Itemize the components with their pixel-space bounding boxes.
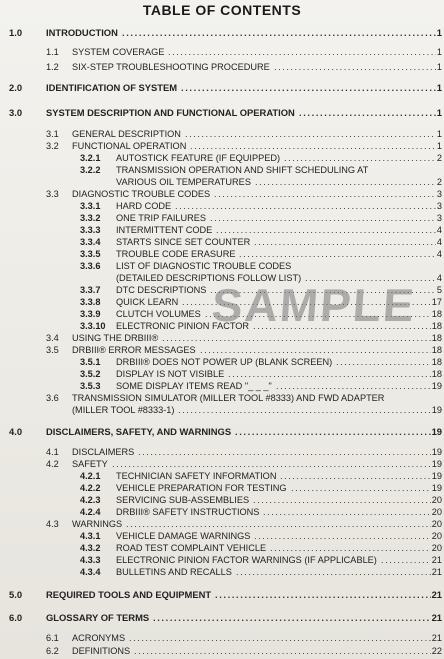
toc-entry-title: SYSTEM COVERAGE — [72, 47, 165, 57]
leader-dots — [299, 106, 436, 119]
toc-entry-title: ROAD TEST COMPLAINT VEHICLE — [116, 543, 267, 553]
toc-entry-page: 2 — [436, 177, 442, 187]
toc-entry-number: 6.2 — [46, 646, 59, 656]
toc-entry-page: 1 — [436, 107, 442, 118]
toc-entry — [0, 566, 444, 579]
leader-dots — [134, 645, 431, 658]
toc-entry-title: ELECTRONIC PINION FACTOR WARNINGS (IF APPLICABLE) — [116, 555, 377, 565]
toc-entry-page: 19 — [431, 483, 442, 493]
toc-entry-number: 4.3 — [46, 519, 59, 529]
leader-dots — [153, 611, 431, 624]
toc-entry-page: 18 — [431, 369, 442, 379]
toc-entry-page: 2 — [436, 153, 442, 163]
toc-entry-page: 19 — [431, 381, 442, 391]
toc-entry-title: TRANSMISSION OPERATION AND SHIFT SCHEDULING AT — [116, 165, 369, 175]
toc-entry-title: AUTOSTICK FEATURE (IF EQUIPPED) — [116, 153, 281, 163]
toc-entry-title: TRANSMISSION SIMULATOR (MILLER TOOL #8333) AND FWD ADAPTER — [72, 393, 385, 403]
toc-entry-page: 18 — [431, 357, 442, 367]
toc-entry-number: 3.3.8 — [80, 297, 101, 307]
toc-entry-title: INTERMITTENT CODE — [116, 225, 213, 235]
toc-entry-page: 18 — [431, 321, 442, 331]
toc-entry-number: 3.3.7 — [80, 285, 101, 295]
toc-entry-page: 20 — [431, 507, 442, 517]
toc-entry-title: LIST OF DIAGNOSTIC TROUBLE CODES — [116, 261, 292, 271]
toc-entry-title: DISCLAIMERS, SAFETY, AND WARNINGS — [46, 426, 232, 437]
leader-dots — [235, 425, 431, 438]
toc-entry — [0, 645, 444, 658]
toc-entry-number: 5.0 — [9, 589, 23, 600]
leader-dots — [168, 46, 436, 59]
toc-entry-number: 1.1 — [46, 47, 59, 57]
toc-entry-title: (MILLER TOOL #8333-1) — [72, 405, 175, 415]
toc-entry-number: 3.3.1 — [80, 201, 101, 211]
toc-entry-title: STARTS SINCE SET COUNTER — [116, 237, 251, 247]
toc-entry — [0, 106, 444, 119]
toc-entry-title: HARD CODE — [116, 201, 172, 211]
toc-entry-page: 3 — [436, 201, 442, 211]
toc-entry-title: INTRODUCTION — [46, 27, 118, 38]
toc-entry-page: 18 — [431, 345, 442, 355]
toc-entry-number: 4.3.4 — [80, 567, 101, 577]
toc-entry-page: 21 — [431, 589, 442, 600]
leader-dots — [178, 404, 431, 417]
toc-entry-number: 4.3.3 — [80, 555, 101, 565]
toc-entry-number: 4.2.3 — [80, 495, 101, 505]
toc-entry-page: 4 — [436, 225, 442, 235]
toc-entry-number: 4.2 — [46, 459, 59, 469]
toc-entry-title: TROUBLE CODE ERASURE — [116, 249, 236, 259]
toc-entry-title: ELECTRONIC PINION FACTOR — [116, 321, 250, 331]
toc-entry — [0, 81, 444, 94]
toc-entry — [0, 61, 444, 74]
toc-entry — [0, 611, 444, 624]
toc-entry-number: 3.1 — [46, 129, 59, 139]
toc-entry-number: 4.2.4 — [80, 507, 101, 517]
toc-entry-number: 2.0 — [9, 82, 23, 93]
toc-entry-page: 3 — [436, 189, 442, 199]
toc-entry-number: 3.3.6 — [80, 261, 101, 271]
toc-entry-number: 3.5.1 — [80, 357, 101, 367]
toc-entry-number: 3.2 — [46, 141, 59, 151]
toc-entry — [0, 46, 444, 59]
toc-entry — [0, 26, 444, 39]
toc-entry-page: 21 — [431, 555, 442, 565]
toc-entry-page: 3 — [436, 213, 442, 223]
toc-entry-title: IDENTIFICATION OF SYSTEM — [46, 82, 178, 93]
toc-entry-number: 3.3.3 — [80, 225, 101, 235]
toc-entry-number: 3.3.9 — [80, 309, 101, 319]
toc-entry — [0, 588, 444, 601]
page-title: TABLE OF CONTENTS — [142, 2, 302, 18]
toc-entry-number: 4.3.2 — [80, 543, 101, 553]
toc-entry-title: SAFETY — [72, 459, 108, 469]
toc-entry-page: 19 — [431, 426, 442, 437]
toc-entry-number: 6.1 — [46, 633, 59, 643]
leader-dots — [122, 26, 436, 39]
toc-entry-page: 21 — [431, 612, 442, 623]
toc-entry-number: 4.2.1 — [80, 471, 101, 481]
toc-entry-title: DTC DESCRIPTIONS — [116, 285, 207, 295]
toc-entry-title: DISCLAIMERS — [72, 447, 135, 457]
toc-entry-page: 20 — [431, 519, 442, 529]
toc-entry-title: DRBIII® ERROR MESSAGES — [72, 345, 196, 355]
toc-entry-title: QUICK LEARN — [116, 297, 179, 307]
toc-entry-page: 21 — [431, 633, 442, 643]
toc-entry-number: 1.0 — [9, 27, 23, 38]
toc-entry-number: 3.5.2 — [80, 369, 101, 379]
toc-entry — [0, 632, 444, 645]
toc-entry-title: DRBIII® SAFETY INSTRUCTIONS — [116, 507, 260, 517]
toc-entry-page: 21 — [431, 567, 442, 577]
sample-watermark: SAMPLE — [210, 279, 418, 331]
toc-entry-page: 17 — [431, 297, 442, 307]
toc-entry-title: SIX-STEP TROUBLESHOOTING PROCEDURE — [72, 62, 270, 72]
toc-entry-title: USING THE DRBIII® — [72, 333, 159, 343]
toc-entry-title: DEFINITIONS — [72, 646, 131, 656]
toc-entry-title: BULLETINS AND RECALLS — [116, 567, 232, 577]
toc-entry-number: 3.2.2 — [80, 165, 101, 175]
toc-entry-page: 20 — [431, 531, 442, 541]
toc-entry-title: CLUTCH VOLUMES — [116, 309, 201, 319]
toc-entry-title: SERVICING SUB-ASSEMBLIES — [116, 495, 250, 505]
toc-entry-number: 3.3.10 — [80, 321, 106, 331]
toc-entry-number: 4.0 — [9, 426, 23, 437]
toc-entry-title: GLOSSARY OF TERMS — [46, 612, 150, 623]
toc-entry-page: 1 — [436, 47, 442, 57]
toc-entry-title: GENERAL DESCRIPTION — [72, 129, 181, 139]
toc-entry-title: WARNINGS — [72, 519, 123, 529]
toc-entry-title: VEHICLE DAMAGE WARNINGS — [116, 531, 251, 541]
toc-entry-number: 3.3.4 — [80, 237, 101, 247]
toc-entry-page: 4 — [436, 237, 442, 247]
toc-entry-page: 1 — [436, 27, 442, 38]
toc-entry-page: 18 — [431, 309, 442, 319]
toc-entry-page: 18 — [431, 333, 442, 343]
toc-entry-number: 3.2.1 — [80, 153, 101, 163]
toc-entry-number: 3.3.2 — [80, 213, 101, 223]
toc-entry-page: 1 — [436, 82, 442, 93]
toc-entry-title: VARIOUS OIL TEMPERATURES — [116, 177, 251, 187]
toc-entry-number: 3.5 — [46, 345, 59, 355]
toc-entry-page: 20 — [431, 495, 442, 505]
toc-entry-page: 1 — [436, 129, 442, 139]
toc-entry-number: 4.2.2 — [80, 483, 101, 493]
toc-entry-number: 3.0 — [9, 107, 23, 118]
toc-entry-number: 3.4 — [46, 333, 59, 343]
leader-dots — [274, 61, 436, 74]
toc-entry-title: TECHNICIAN SAFETY INFORMATION — [116, 471, 277, 481]
toc-entry-title: REQUIRED TOOLS AND EQUIPMENT — [46, 589, 212, 600]
toc-entry-number: 4.1 — [46, 447, 59, 457]
toc-entry-title: SOME DISPLAY ITEMS READ "_ _ _" — [116, 381, 272, 391]
toc-entry-title: DISPLAY IS NOT VISIBLE — [116, 369, 225, 379]
toc-entry-page: 5 — [436, 285, 442, 295]
toc-entry-title: FUNCTIONAL OPERATION — [72, 141, 187, 151]
toc-entry-title: SYSTEM DESCRIPTION AND FUNCTIONAL OPERATION — [46, 107, 295, 118]
toc-entry-title: DIAGNOSTIC TROUBLE CODES — [72, 189, 211, 199]
toc-entry-title: DRBIII® DOES NOT POWER UP (BLANK SCREEN) — [116, 357, 333, 367]
toc-entry-number: 3.3 — [46, 189, 59, 199]
toc-entry-page: 4 — [436, 273, 442, 283]
toc-entry-page: 19 — [431, 405, 442, 415]
toc-entry-title: (DETAILED DESCRIPTIONS FOLLOW LIST) — [116, 273, 302, 283]
toc-entry-number: 6.0 — [9, 612, 23, 623]
toc-entry-title: ACRONYMS — [72, 633, 126, 643]
leader-dots — [129, 632, 431, 645]
toc-entry-title: ONE TRIP FAILURES — [116, 213, 207, 223]
toc-entry-page: 19 — [431, 471, 442, 481]
toc-entry-page: 1 — [436, 141, 442, 151]
toc-entry-number: 3.6 — [46, 393, 59, 403]
leader-dots — [215, 588, 431, 601]
toc-entry-title: VEHICLE PREPARATION FOR TESTING — [116, 483, 287, 493]
toc-entry — [0, 404, 444, 417]
toc-entry-number: 4.3.1 — [80, 531, 101, 541]
toc-entry-number: 3.5.3 — [80, 381, 101, 391]
toc-entry-page: 22 — [431, 646, 442, 656]
leader-dots — [181, 81, 436, 94]
toc-entry — [0, 425, 444, 438]
toc-entry-page: 19 — [431, 447, 442, 457]
toc-entry-page: 20 — [431, 543, 442, 553]
leader-dots — [236, 566, 431, 579]
toc-entry-page: 19 — [431, 459, 442, 469]
toc-entry-number: 1.2 — [46, 62, 59, 72]
toc-entry-page: 1 — [436, 62, 442, 72]
toc-entry-number: 3.3.5 — [80, 249, 101, 259]
toc-entry-page: 4 — [436, 249, 442, 259]
